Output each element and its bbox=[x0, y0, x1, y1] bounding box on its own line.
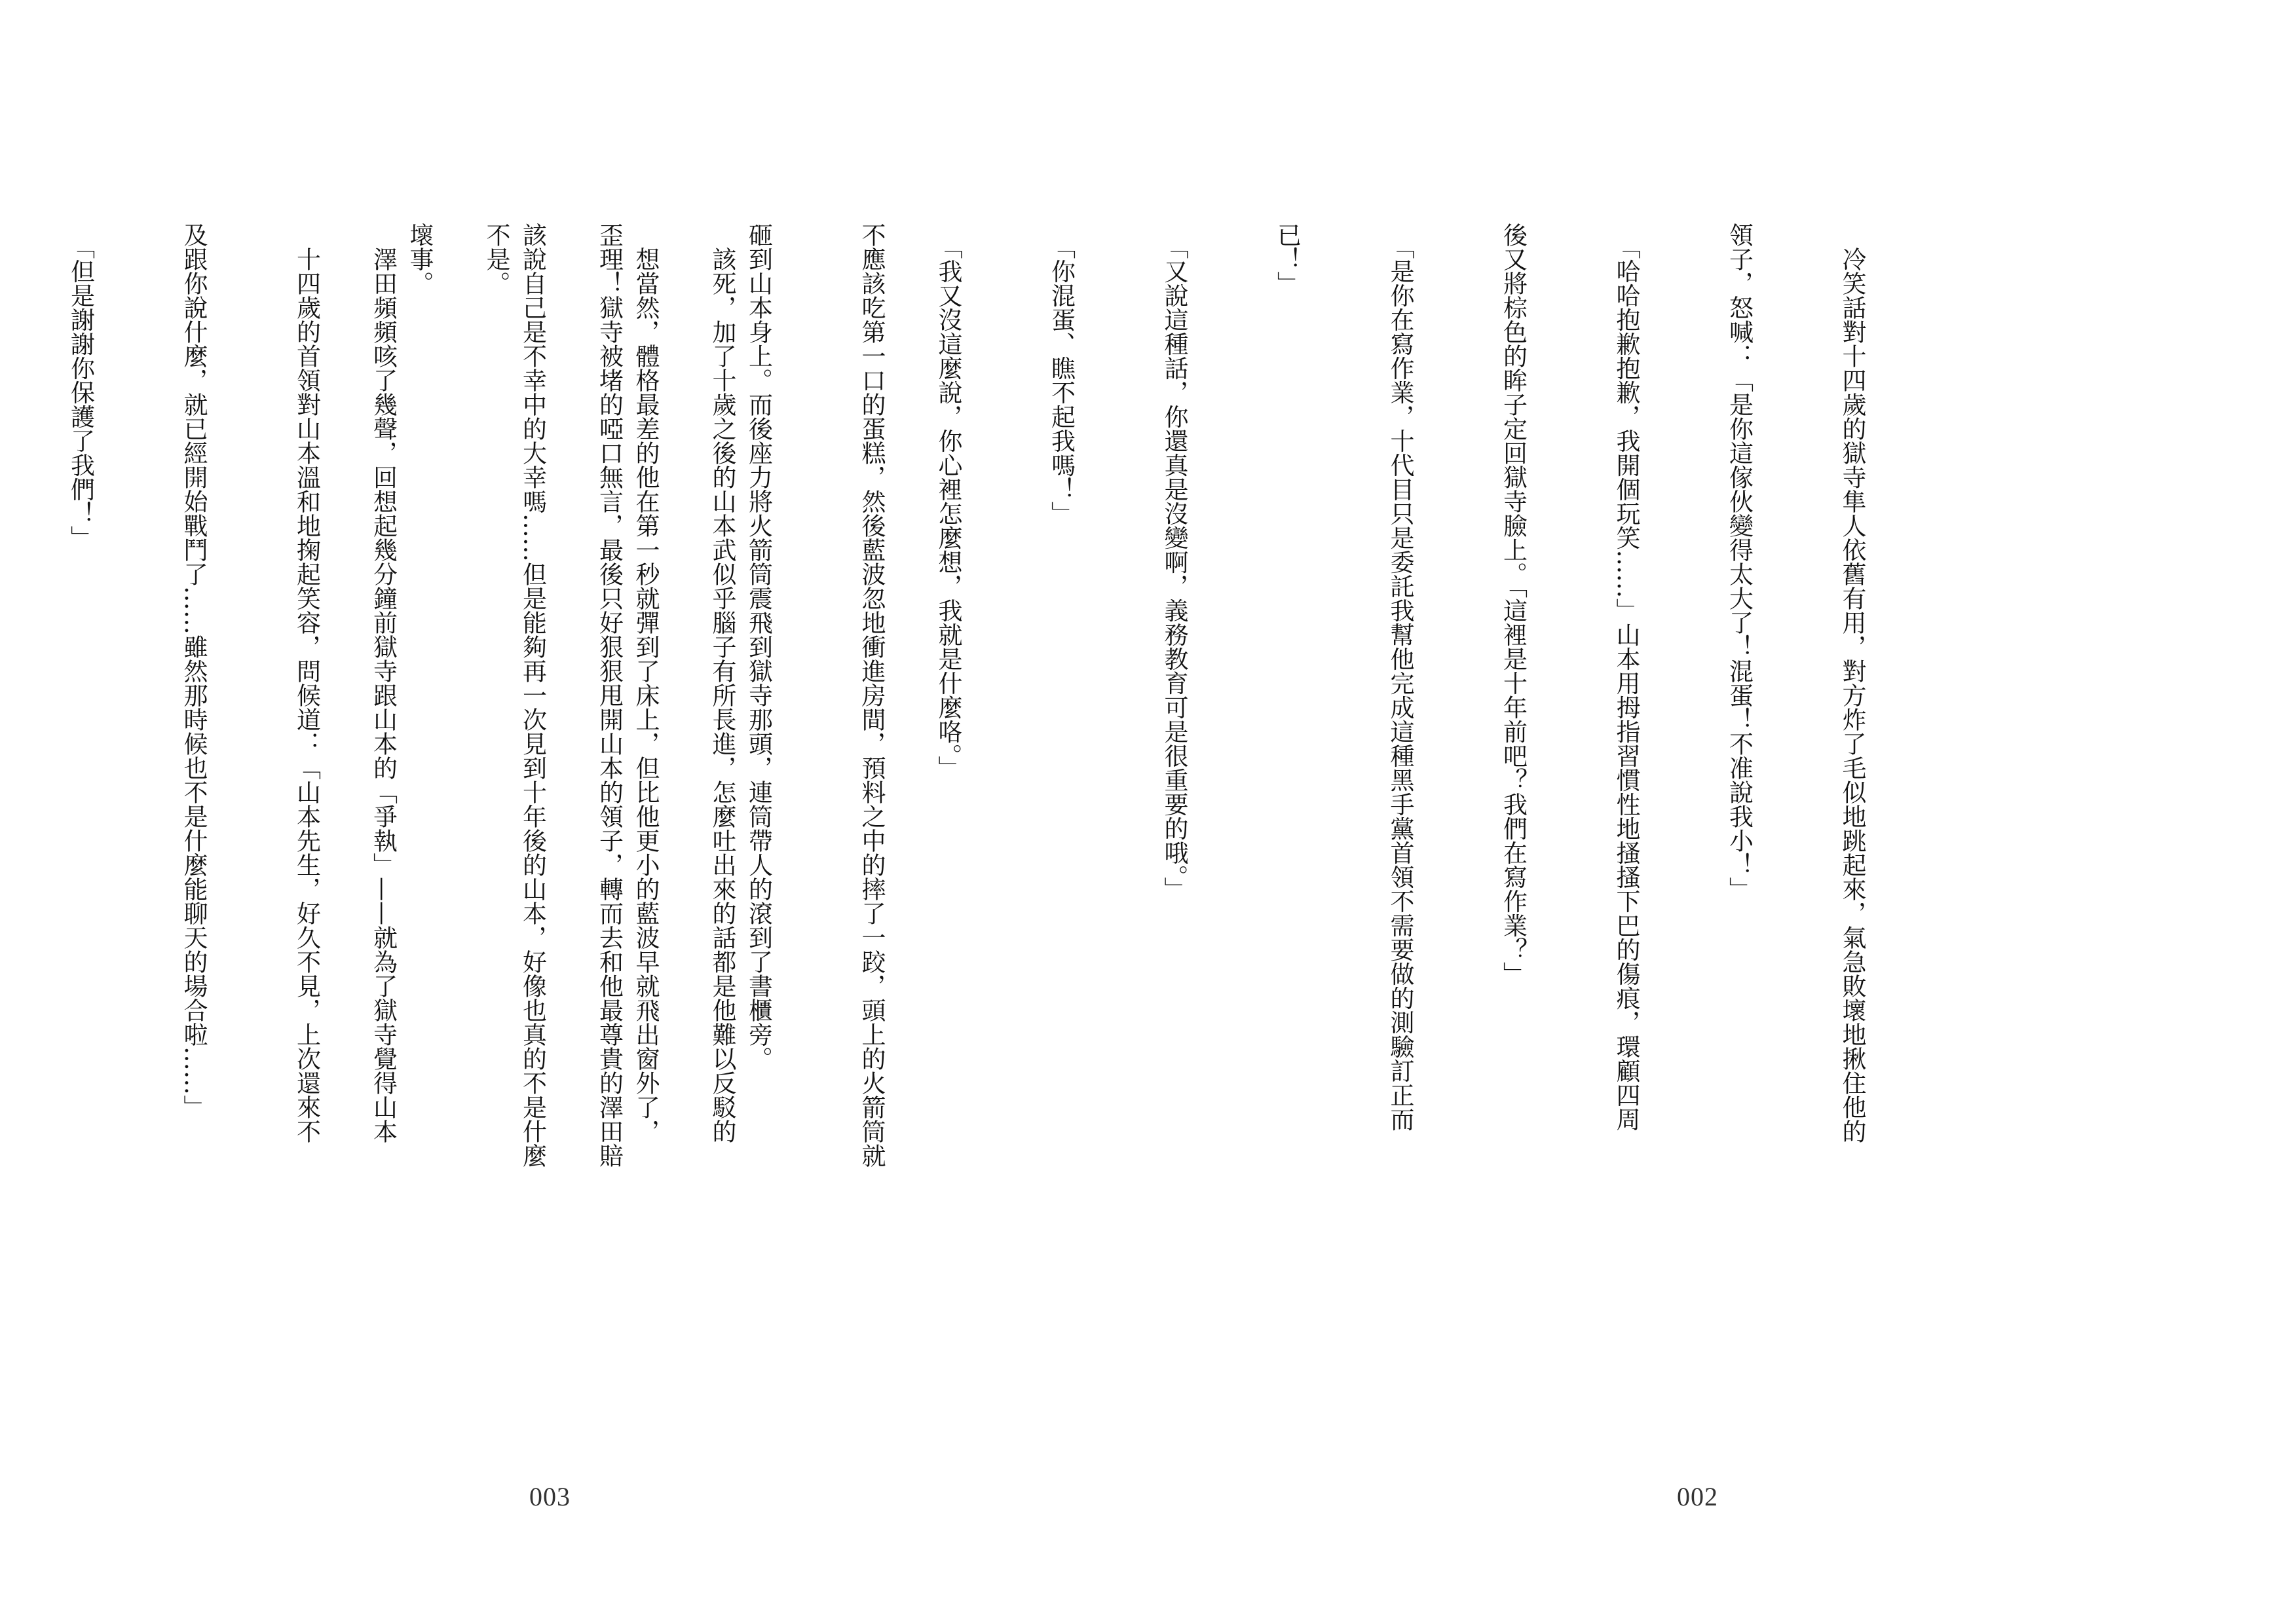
text-column: 及跟你說什麼，就已經開始戰鬥了……雖然那時候也不是什麼能聊天的場合啦……」 bbox=[179, 223, 208, 1119]
text-column: 砸到山本身上。而後座力將火箭筒震飛到獄寺那頭，連筒帶人的滾到了書櫃旁。 bbox=[744, 223, 773, 1071]
text-column: 歪理！獄寺被堵的啞口無言，最後只好狠狠甩開山本的領子，轉而去和他最尊貴的澤田賠 bbox=[595, 223, 624, 1168]
page-number: 002 bbox=[1677, 1482, 1718, 1511]
text-column: 澤田頻頻咳了幾聲，回想起幾分鐘前獄寺跟山本的「爭執」——就為了獄寺覺得山本 bbox=[369, 223, 398, 1143]
text-column: 「是你在寫作業，十代目只是委託我幫他完成這種黑手黨首領不需要做的測驗訂正而 bbox=[1386, 223, 1414, 1132]
page-number: 003 bbox=[529, 1482, 571, 1511]
text-column: 「又說這種話，你還真是沒變啊，義務教育可是很重要的哦。」 bbox=[1160, 223, 1188, 901]
text-column: 壞事。 bbox=[405, 223, 434, 295]
text-column: 該說自己是不幸中的大幸嗎……但是能夠再一次見到十年後的山本，好像也真的不是什麼 bbox=[518, 223, 547, 1168]
text-column: 已！」 bbox=[1273, 223, 1302, 295]
text-column: 領子，怒喊：「是你這傢伙變得太大了！混蛋！不准說我小！」 bbox=[1725, 223, 1754, 901]
blank-column bbox=[816, 223, 854, 1428]
text-column: 後又將棕色的眸子定回獄寺臉上。「這裡是十年前吧？我們在寫作業？」 bbox=[1499, 223, 1528, 986]
text-column: 「哈哈抱歉抱歉，我開個玩笑……」山本用拇指習慣性地搔搔下巴的傷痕，環顧四周 bbox=[1612, 223, 1640, 1132]
text-column: 「但是謝謝你保護了我們！」 bbox=[66, 223, 95, 550]
text-column: 不是。 bbox=[482, 223, 510, 295]
text-column: 冷笑話對十四歲的獄寺隼人依舊有用，對方炸了毛似地跳起來，氣急敗壞地揪住他的 bbox=[1838, 223, 1866, 1143]
text-column: 不應該吃第一口的蛋糕，然後藍波忽地衝進房間，預料之中的摔了一跤，頭上的火箭筒就 bbox=[857, 223, 886, 1168]
text-column: 想當然，體格最差的他在第一秒就彈到了床上，但比他更小的藍波早就飛出窗外了， bbox=[631, 223, 660, 1143]
text-column: 「我又沒這麼說，你心裡怎麼想，我就是什麼咯。」 bbox=[934, 223, 962, 780]
text-column: 十四歲的首領對山本溫和地掬起笑容，問候道：「山本先生，好久不見，上次還來不 bbox=[292, 223, 321, 1143]
text-column: 該死，加了十歲之後的山本武似乎腦子有所長進，怎麼吐出來的話都是他難以反駁的 bbox=[708, 223, 736, 1143]
text-column: 「你混蛋、瞧不起我嗎！」 bbox=[1047, 223, 1076, 526]
